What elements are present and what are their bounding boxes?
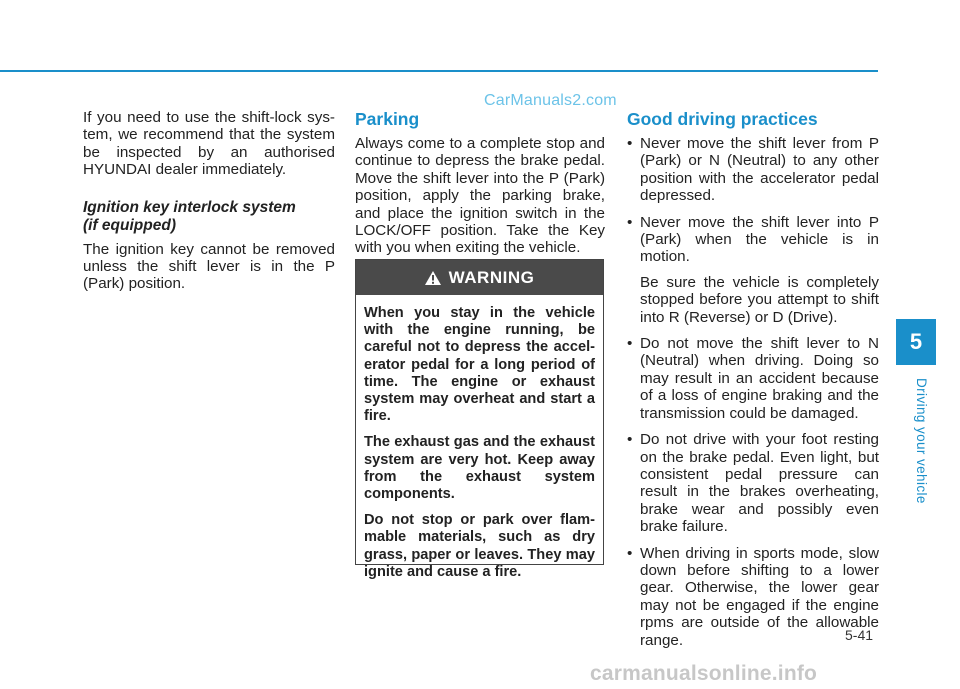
bullet-glyph: • xyxy=(627,335,633,353)
column-right xyxy=(627,109,879,658)
ignition-interlock-heading-line2: (if equipped) xyxy=(83,216,176,234)
warning-triangle-icon xyxy=(425,271,441,285)
shift-lock-paragraph: If you need to use the shift-lock sys-tem, we recommend that the system be inspected by an authorised HYUNDAI dealer immediately. xyxy=(83,109,335,179)
list-item-text: Never move the shift lever into P (Park) when the vehicle is in motion. xyxy=(640,213,879,266)
column-left xyxy=(83,109,335,293)
watermark-top[interactable]: CarManuals2.com xyxy=(484,92,617,109)
watermark-bottom[interactable]: carmanualsonline.info xyxy=(590,662,818,685)
page-number: 5-41 xyxy=(845,627,874,643)
warning-body xyxy=(356,295,603,581)
list-item xyxy=(627,545,879,649)
good-driving-list xyxy=(627,135,879,649)
chapter-number-tab: 5 xyxy=(896,319,936,365)
bullet-glyph: • xyxy=(627,544,633,562)
warning-box xyxy=(355,259,604,580)
list-item-text: Do not drive with your foot resting on the brake pedal. Even light, but consistent pedal pressure can result in the brakes overheating, brake wear and possibly even brake failure. xyxy=(640,431,879,536)
list-item xyxy=(627,214,879,326)
warning-title: WARNING xyxy=(448,267,535,287)
warning-paragraph: When you stay in the vehicle with the engine running, be careful not to depress the accel-erator pedal for a long period of time. The engine or exhaust system may overheat and start a fire. xyxy=(364,305,595,425)
ignition-interlock-heading-line1: Ignition key interlock system xyxy=(83,198,296,216)
list-item xyxy=(627,135,879,205)
warning-header xyxy=(356,260,603,295)
list-item-text: When driving in sports mode, slow down before shifting to a lower gear. Otherwise, the lower gear may not be engaged if the engine rpms are outside of the allowable range. xyxy=(640,544,879,649)
list-item xyxy=(627,335,879,422)
list-item-text: Never move the shift lever from P (Park) or N (Neutral) to any other position with the accelerator pedal depressed. xyxy=(640,135,879,205)
ignition-interlock-paragraph: The ignition key cannot be removed unless the shift lever is in the P (Park) position. xyxy=(83,240,335,293)
list-item-subtext: Be sure the vehicle is completely stopped before you attempt to shift into R (Reverse) or D (Drive). xyxy=(640,273,879,326)
chapter-label: Driving your vehicle xyxy=(914,378,929,504)
list-item xyxy=(627,431,879,535)
parking-heading: Parking xyxy=(355,109,420,129)
column-middle xyxy=(355,109,605,257)
header-rule xyxy=(0,70,878,72)
ignition-interlock-heading xyxy=(83,199,335,235)
good-driving-heading: Good driving practices xyxy=(627,109,818,129)
bullet-glyph: • xyxy=(627,431,633,449)
bullet-glyph: • xyxy=(627,135,633,152)
list-item-text: Do not move the shift lever to N (Neutral) when driving. Doing so may result in an accident because of a loss of engine braking and the transmission could be damaged. xyxy=(640,335,879,422)
bullet-glyph: • xyxy=(627,213,633,231)
parking-paragraph: Always come to a complete stop and continue to depress the brake pedal. Move the shift lever into the P (Park) position, apply the parking brake, and place the ignition switch in the LOCK/OFF position. Take the Key with you when exiting the vehicle. xyxy=(355,135,605,257)
warning-paragraph: Do not stop or park over flam-mable materials, such as dry grass, paper or leaves. They may ignite and cause a fire. xyxy=(364,512,595,580)
warning-paragraph: The exhaust gas and the exhaust system are very hot. Keep away from the exhaust system components. xyxy=(364,434,595,503)
